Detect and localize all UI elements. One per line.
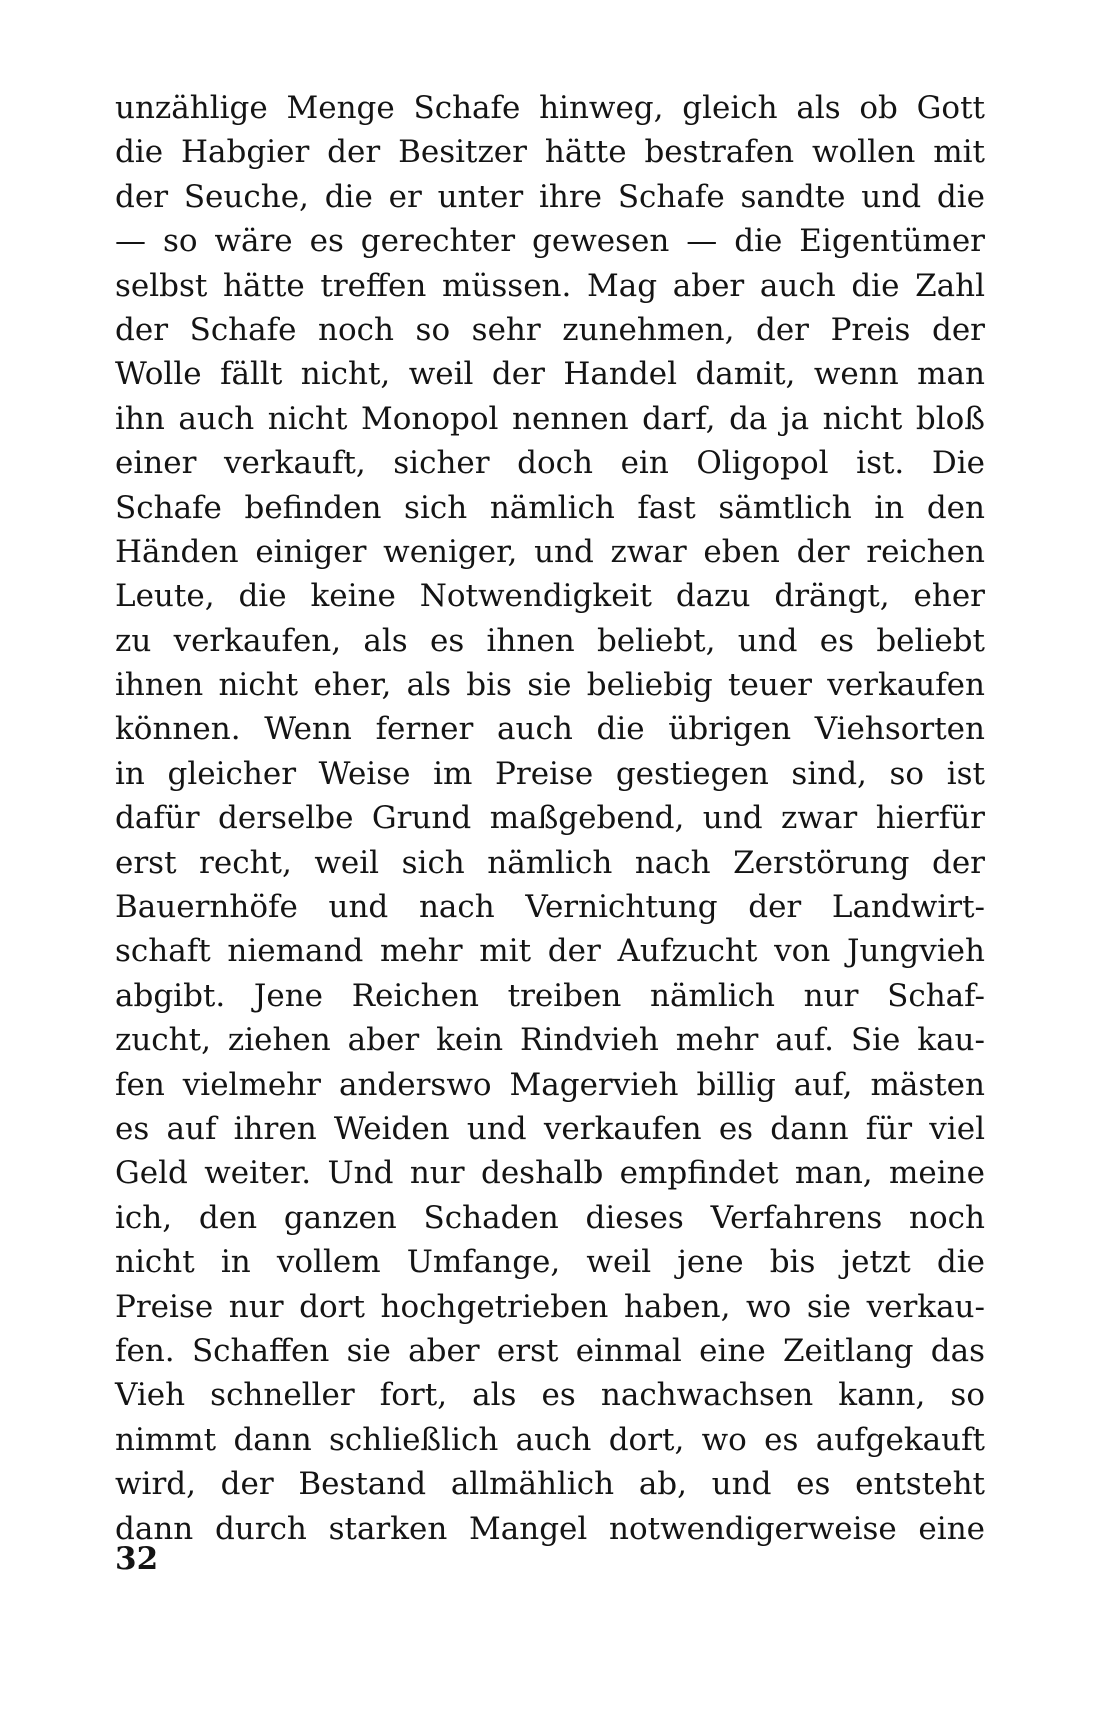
text-line: Leute, die keine Notwendigkeit dazu drängt, eher [115,578,985,615]
text-line: ich, den ganzen Schaden dieses Verfahrens noch [115,1199,985,1236]
body-text [115,86,985,1551]
text-line: es auf ihren Weiden und verkaufen es dann für viel [115,1110,985,1147]
text-line: Bauernhöfe und nach Vernichtung der Landwirt- [115,889,985,926]
text-line: — so wäre es gerechter gewesen — die Eigentümer [115,223,985,260]
text-line: wird, der Bestand allmählich ab, und es entsteht [115,1466,985,1503]
text-line: dann durch starken Mangel notwendigerweise eine [115,1510,985,1547]
text-line: selbst hätte treffen müssen. Mag aber auch die Zahl [115,267,985,304]
text-line: nicht in vollem Umfange, weil jene bis jetzt die [115,1244,985,1281]
text-line: Schafe befinden sich nämlich fast sämtlich in den [115,489,985,526]
text-line: der Schafe noch so sehr zunehmen, der Preis der [115,311,985,348]
text-line: der Seuche, die er unter ihre Schafe sandte und die [115,178,985,215]
text-line: die Habgier der Besitzer hätte bestrafen wollen mit [115,134,985,171]
text-line: fen. Schaffen sie aber erst einmal eine Zeitlang das [115,1332,985,1369]
text-line: abgibt. Jene Reichen treiben nämlich nur Schaf- [115,977,985,1014]
text-line: zu verkaufen, als es ihnen beliebt, und es beliebt [115,622,985,659]
text-line: schaft niemand mehr mit der Aufzucht von Jungvieh [115,933,985,970]
text-line: Preise nur dort hochgetrieben haben, wo sie verkau- [115,1288,985,1325]
text-line: erst recht, weil sich nämlich nach Zerstörung der [115,844,985,881]
text-line: unzählige Menge Schafe hinweg, gleich als ob Gott [115,90,985,126]
text-line: Händen einiger weniger, und zwar eben der reichen [115,533,985,570]
text-line: ihn auch nicht Monopol nennen darf, da ja nicht bloß [115,400,985,437]
text-line: können. Wenn ferner auch die übrigen Viehsorten [115,711,985,748]
text-line: Wolle fällt nicht, weil der Handel damit, wenn man [115,356,985,393]
text-line: nimmt dann schließlich auch dort, wo es aufgekauft [115,1421,985,1458]
page-number: 32 [115,1541,159,1577]
text-line: zucht, ziehen aber kein Rindvieh mehr auf. Sie kau- [115,1022,985,1059]
text-line: dafür derselbe Grund maßgebend, und zwar hierfür [115,800,985,837]
text-line: ihnen nicht eher, als bis sie beliebig teuer verkaufen [115,667,985,704]
text-line: einer verkauft, sicher doch ein Oligopol ist. Die [115,445,985,482]
text-line: in gleicher Weise im Preise gestiegen sind, so ist [115,755,985,792]
text-line: Geld weiter. Und nur deshalb empfindet man, meine [115,1155,985,1192]
text-line: fen vielmehr anderswo Magervieh billig auf, mästen [115,1066,985,1103]
text-line: Vieh schneller fort, als es nachwachsen kann, so [115,1377,985,1414]
